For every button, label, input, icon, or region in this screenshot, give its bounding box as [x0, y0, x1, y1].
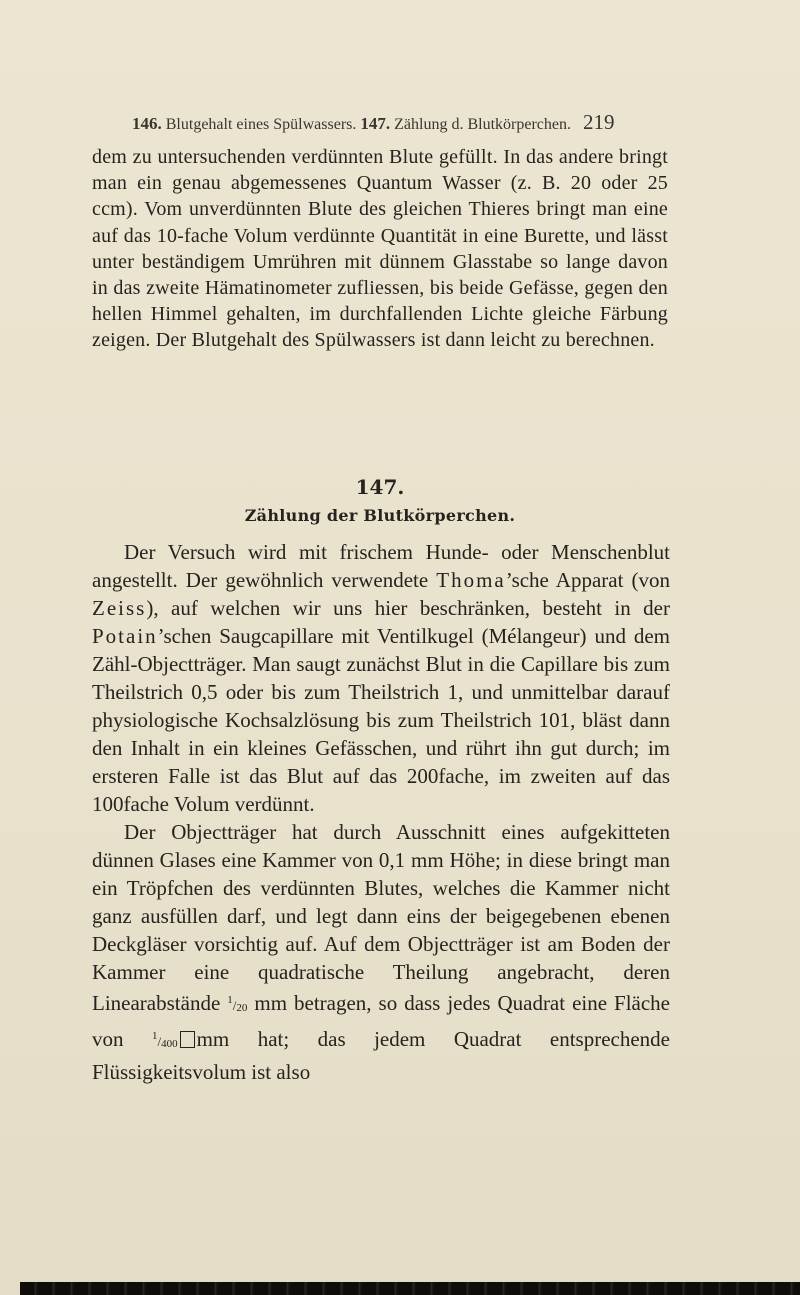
- page-number: 219: [582, 110, 615, 134]
- fraction-area-denominator: 400: [161, 1038, 178, 1050]
- square-unit-icon: [180, 1031, 195, 1048]
- para2-text-1: Der Versuch wird mit frischem Hunde- oder Menschenblut angestellt. Der gewöhnlich verwendete: [92, 540, 670, 592]
- section-number: 147.: [355, 475, 405, 499]
- paragraph-apparatus: [92, 538, 670, 818]
- name-thoma: Thoma: [436, 568, 506, 592]
- fraction-area: $^1/_{400}$: [151, 1030, 178, 1050]
- paragraph-continuation: dem zu untersuchenden verdünnten Blute gefüllt. In das andere bringt man ein genau abgemessenes Quantum Wasser (z. B. 20 oder 25 ccm). Vom unverdünnten Blute des gleichen Thieres bringt man eine auf das 10-fache Volum verdünnte Quantität in eine Burette, und lässt unter beständigem Umrühren mit dünnem Glasstabe so lange davon in das zweite Hämatinometer zufliessen, bis beide Gefässe, gegen den hellen Himmel gehalten, im durchfallenden Lichte gleiche Färbung zeigen. Der Blutgehalt des Spülwassers ist dann leicht zu berechnen.: [92, 146, 668, 352]
- name-potain: Potain: [92, 624, 158, 648]
- running-head: [132, 110, 662, 135]
- paragraph-objecttraeger: [92, 818, 670, 1086]
- para2-text-4: ’schen Saugcapillare mit Ventilkugel (Mélangeur) und dem Zähl-Objectträger. Man saugt zunächst Blut in die Capillare bis zum Theilstrich 0,5 oder bis zum Theilstrich 1, und unmittelbar darauf physiologische Kochsalzlösung bis zum Theilstrich 101, bläst dann den Inhalt in ein kleines Gefässchen, und rührt ihn gut durch; im ersteren Falle ist das Blut auf das 200fache, im zweiten auf das 100fache Volum verdünnt.: [92, 624, 670, 816]
- running-head-title-a: Blutgehalt eines Spülwassers.: [165, 116, 357, 133]
- fraction-linear-numerator: 1: [227, 994, 233, 1006]
- running-head-section-a: 146.: [132, 114, 162, 133]
- para2-text-2: ’sche Apparat (von: [505, 568, 670, 592]
- para2-text-3: ), auf welchen wir uns hier beschränken, besteht in der: [146, 596, 670, 620]
- fraction-linear-denominator: 20: [236, 1002, 248, 1014]
- para3-text-3: mm hat; das jedem Quadrat entsprechende Flüssigkeitsvolum ist also: [92, 1027, 671, 1084]
- name-zeiss: Zeiss: [92, 596, 147, 620]
- fraction-area-numerator: 1: [151, 1030, 158, 1042]
- section-title: Zählung der Blutkörperchen.: [244, 506, 516, 525]
- running-head-section-b: 147.: [360, 114, 391, 133]
- para3-text-2: mm betragen, so dass jedes Quadrat eine Fläche von: [92, 991, 670, 1051]
- para3-text-1: Der Objectträger hat durch Ausschnitt eines aufgekitteten dünnen Glases eine Kammer von 0,1 mm Höhe; in diese bringt man ein Tröpfchen des verdünnten Blutes, welches die Kammer nicht ganz ausfüllen darf, und legt dann eins der beigegebenen ebenen Deckgläser vorsichtig auf. Auf dem Objectträger ist am Boden der Kammer eine quadratische Theilung angebracht, deren Linearabstände: [92, 820, 670, 1015]
- fraction-linear: $^1/_{20}$: [227, 994, 248, 1014]
- scan-edge-bar: [20, 1282, 800, 1295]
- running-head-title-b: Zählung d. Blutkörperchen.: [394, 116, 571, 133]
